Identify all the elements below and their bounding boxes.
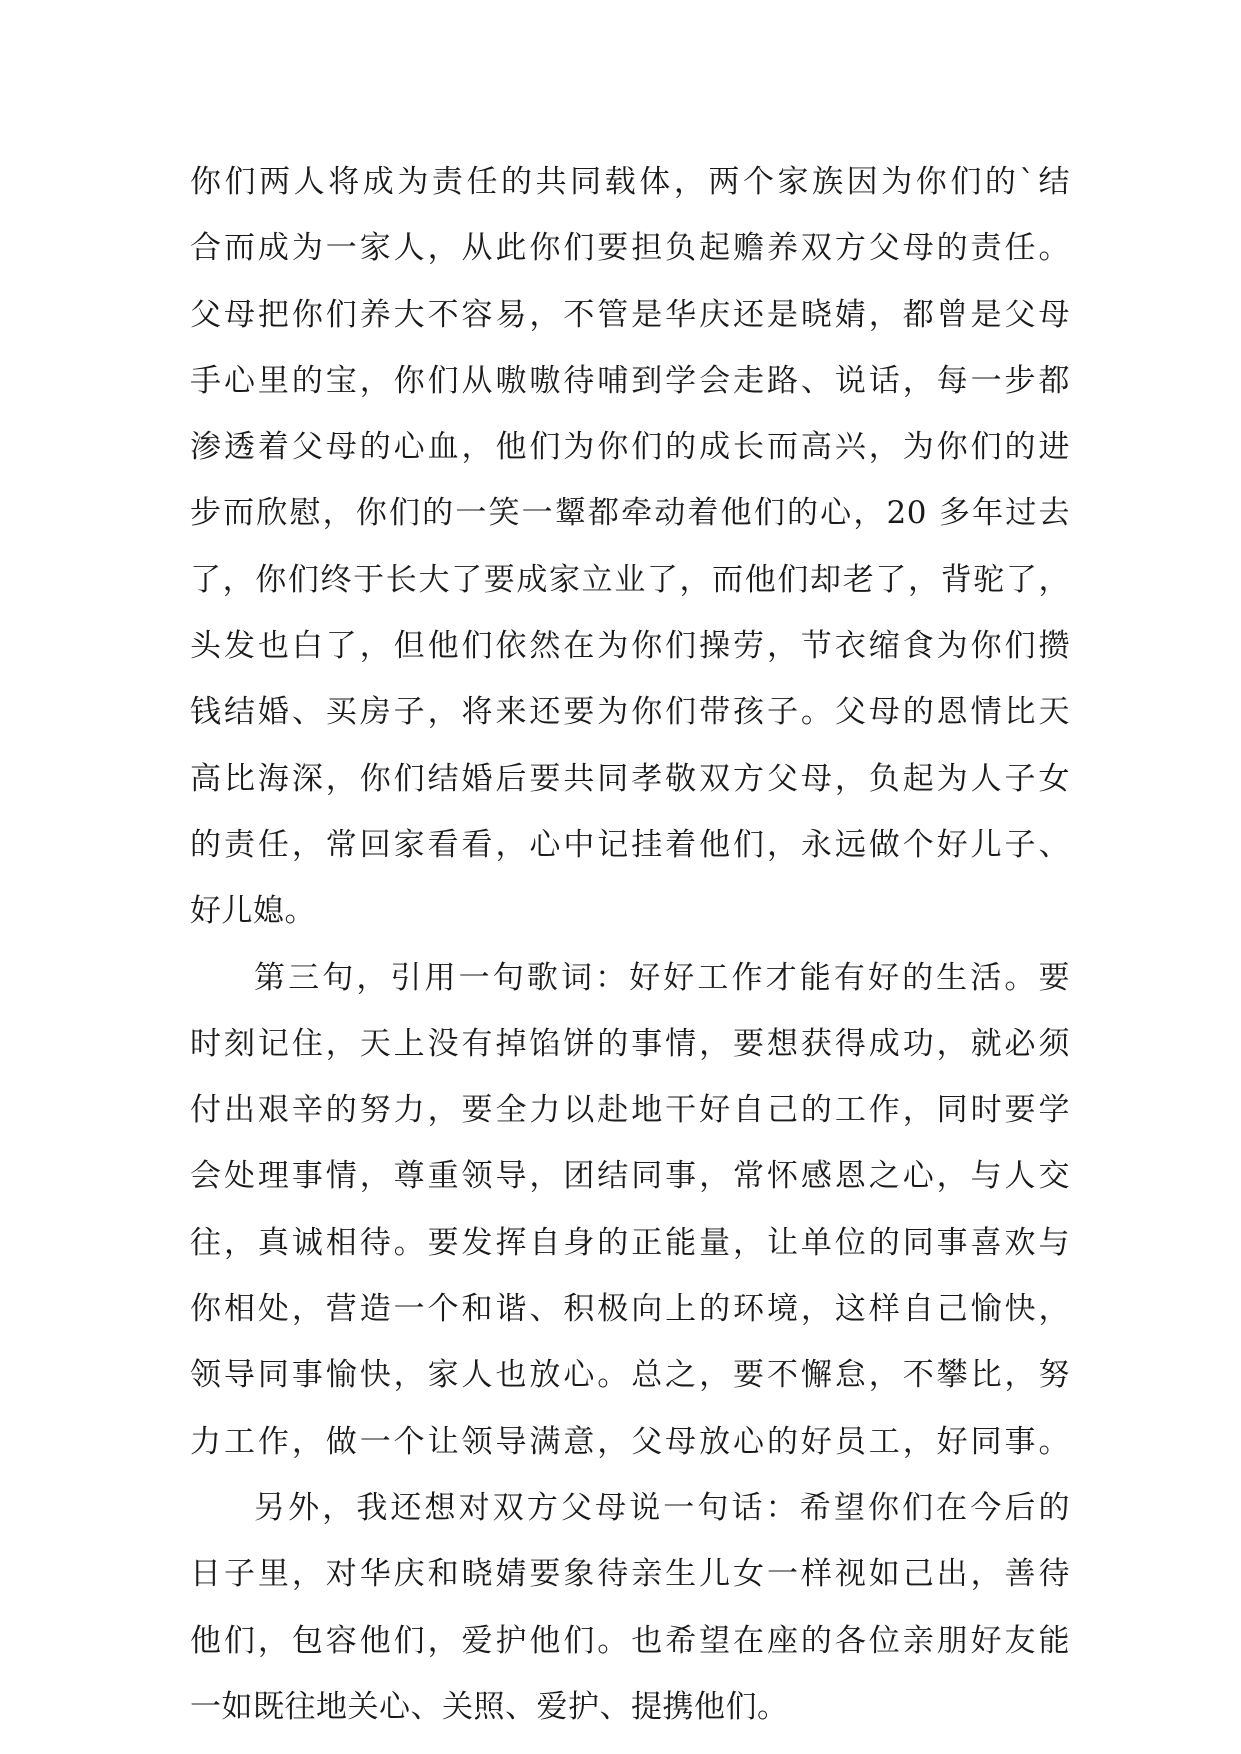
text-line: 往，真诚相待。要发挥自身的正能量，让单位的同事喜欢与 xyxy=(190,1224,1070,1261)
text-line: 步而欣慰，你们的一笑一颦都牵动着他们的心，20 多年过去 xyxy=(190,495,1070,532)
paragraph-first-line: 另外，我还想对双方父母说一句话：希望你们在今后的 xyxy=(254,1489,1070,1526)
text-line: 付出艰辛的努力，要全力以赴地干好自己的工作，同时要学 xyxy=(190,1092,1070,1129)
text-line: 你们两人将成为责任的共同载体，两个家族因为你们的`结 xyxy=(190,164,1070,200)
text-line: 了，你们终于长大了要成家立业了，而他们却老了，背驼了， xyxy=(190,561,1070,598)
text-line: 时刻记住，天上没有掉馅饼的事情，要想获得成功，就必须 xyxy=(190,1025,1070,1062)
text-line: 他们，包容他们，爱护他们。也希望在座的各位亲朋好友能 xyxy=(190,1622,1070,1659)
text-line: 会处理事情，尊重领导，团结同事，常怀感恩之心，与人交 xyxy=(190,1158,1070,1195)
text-line: 渗透着父母的心血，他们为你们的成长而高兴，为你们的进 xyxy=(190,429,1070,466)
text-line: 手心里的宝，你们从嗷嗷待哺到学会走路、说话，每一步都 xyxy=(190,362,1070,399)
text-line: 合而成为一家人，从此你们要担负起赡养双方父母的责任。 xyxy=(190,230,1070,267)
text-line: 力工作，做一个让领导满意，父母放心的好员工，好同事。 xyxy=(190,1423,1070,1460)
text-line: 钱结婚、买房子，将来还要为你们带孩子。父母的恩情比天 xyxy=(190,694,1070,731)
paragraph-first-line: 第三句，引用一句歌词：好好工作才能有好的生活。要 xyxy=(254,959,1070,996)
text-line: 日子里，对华庆和晓婧要象待亲生儿女一样视如己出，善待 xyxy=(190,1556,1070,1593)
text-line: 父母把你们养大不容易，不管是华庆还是晓婧，都曾是父母 xyxy=(190,296,1070,333)
text-line: 好儿媳。 xyxy=(190,893,316,930)
document-body xyxy=(190,162,1070,1753)
text-line: 领导同事愉快，家人也放心。总之，要不懈怠，不攀比，努 xyxy=(190,1357,1070,1394)
text-line: 的责任，常回家看看，心中记挂着他们，永远做个好儿子、 xyxy=(190,826,1070,863)
text-line: 你相处，营造一个和谐、积极向上的环境，这样自己愉快， xyxy=(190,1291,1070,1328)
text-line: 头发也白了，但他们依然在为你们操劳，节衣缩食为你们攒 xyxy=(190,628,1070,665)
text-line: 一如既往地关心、关照、爱护、提携他们。 xyxy=(190,1688,789,1725)
text-line: 高比海深，你们结婚后要共同孝敬双方父母，负起为人子女 xyxy=(190,760,1070,797)
